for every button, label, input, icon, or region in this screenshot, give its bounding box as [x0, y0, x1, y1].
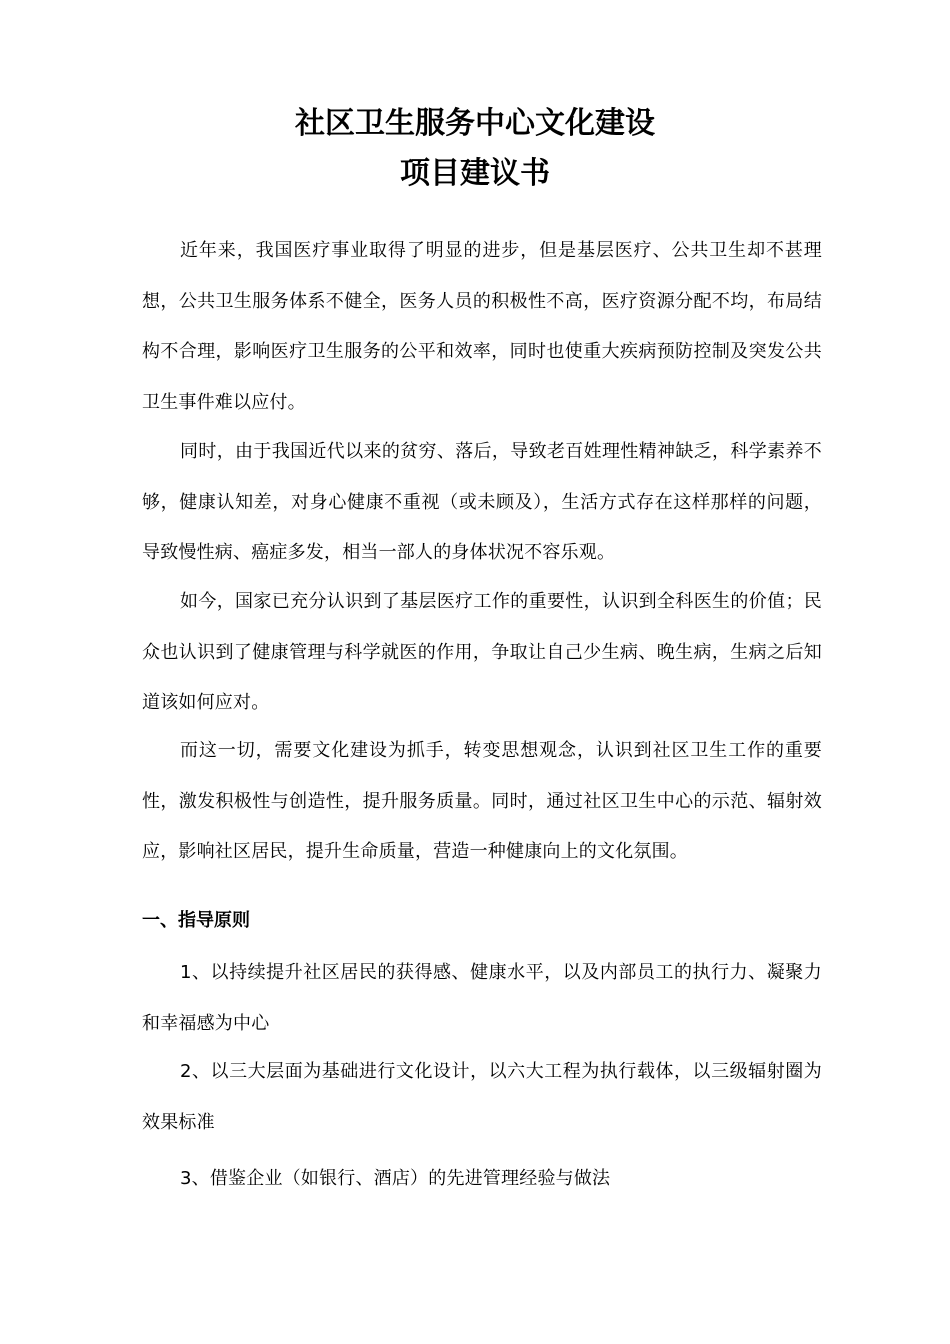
document-title: 社区卫生服务中心文化建设 [295, 106, 655, 141]
principle-item-2: 2、以三大层面为基础进行文化设计，以六大工程为执行载体，以三级辐射圈为效果标准 [142, 1061, 822, 1133]
section-heading-guiding-principles: 一、指导原则 [142, 910, 250, 931]
document-subtitle: 项目建议书 [400, 156, 550, 191]
intro-paragraph-4: 而这一切，需要文化建设为抓手，转变思想观念，认识到社区卫生工作的重要性，激发积极性与创造性，提升服务质量。同时，通过社区卫生中心的示范、辐射效应，影响社区居民，提升生命质量，营造一种健康向上的文化氛围。 [142, 740, 822, 862]
principle-item-3: 3、借鉴企业（如银行、酒店）的先进管理经验与做法 [180, 1168, 611, 1189]
intro-paragraph-2: 同时，由于我国近代以来的贫穷、落后，导致老百姓理性精神缺乏，科学素养不够，健康认知差，对身心健康不重视（或未顾及），生活方式存在这样那样的问题，导致慢性病、癌症多发，相当一部人的身体状况不容乐观。 [142, 441, 822, 563]
principle-item-1: 1、以持续提升社区居民的获得感、健康水平，以及内部员工的执行力、凝聚力和幸福感为中心 [142, 962, 822, 1034]
intro-paragraph-3: 如今，国家已充分认识到了基层医疗工作的重要性，认识到全科医生的价值；民众也认识到了健康管理与科学就医的作用，争取让自己少生病、晚生病，生病之后知道该如何应对。 [142, 591, 822, 713]
intro-paragraph-1: 近年来，我国医疗事业取得了明显的进步，但是基层医疗、公共卫生却不甚理想，公共卫生服务体系不健全，医务人员的积极性不高，医疗资源分配不均，布局结构不合理，影响医疗卫生服务的公平和效率，同时也使重大疾病预防控制及突发公共卫生事件难以应付。 [142, 240, 822, 413]
